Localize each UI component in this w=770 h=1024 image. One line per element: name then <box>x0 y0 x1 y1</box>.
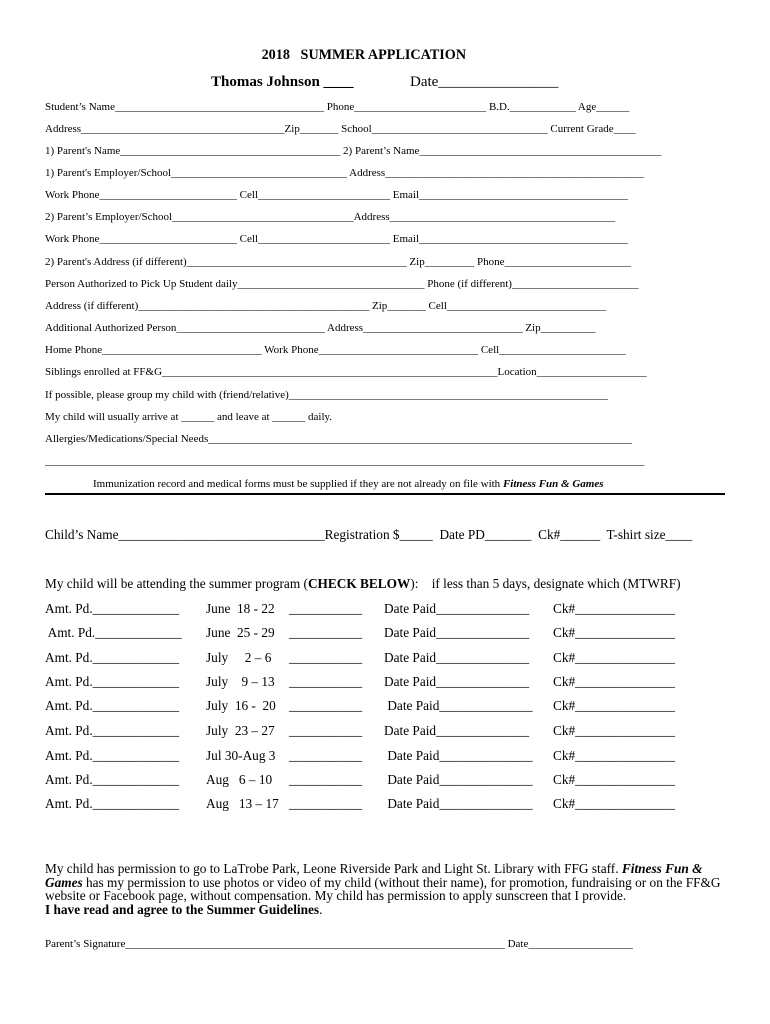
parent2-phones-field[interactable]: Work Phone_________________________ Cell________________________ Email______________________________________ <box>45 233 629 245</box>
date-paid-field[interactable]: Date Paid______________ <box>384 601 530 616</box>
week-check-blank[interactable]: ___________ <box>289 698 363 713</box>
allergies-field[interactable]: Allergies/Medications/Special Needs_____________________________________________________________________________ <box>45 433 632 445</box>
check-number-field[interactable]: Ck#_______________ <box>553 625 675 640</box>
allergies-continued-field[interactable]: _____________________________________________________________________________________________________________ <box>45 455 645 467</box>
date-paid-field[interactable]: Date Paid______________ <box>384 650 530 665</box>
week-dates: July 2 – 6 <box>206 650 272 665</box>
permission-paragraph: My child has permission to go to LaTrobe Park, Leone Riverside Park and Light St. Library with FFG staff. Fitness Fun & Games has my permission to use photos or video of my child (without their name), for promotion, fundraising or on the FF&G website or Facebook page, without compensation. My child has permission to apply sunscreen that I provide. I have read and agree to the Summer Guidelines. <box>45 861 721 917</box>
org-name: Fitness Fun & Games <box>45 861 703 890</box>
week-dates: Aug 13 – 17 <box>206 796 279 811</box>
amount-paid-field[interactable]: Amt. Pd._____________ <box>45 772 180 787</box>
parent2-employer-field[interactable]: 2) Parent’s Employer/School_________________________________Address_________________________________________ <box>45 211 616 223</box>
week-check-blank[interactable]: ___________ <box>289 748 363 763</box>
week-dates: June 18 - 22 <box>206 601 275 616</box>
amount-paid-field[interactable]: Amt. Pd._____________ <box>45 698 180 713</box>
arrival-field[interactable]: My child will usually arrive at ______ and leave at ______ daily. <box>45 411 333 423</box>
week-check-blank[interactable]: ___________ <box>289 772 363 787</box>
amount-paid-field[interactable]: Amt. Pd._____________ <box>45 674 180 689</box>
immunization-note: Immunization record and medical forms must be supplied if they are not already on file with Fitness Fun & Games <box>93 478 604 490</box>
amount-paid-field[interactable]: Amt. Pd._____________ <box>45 748 180 763</box>
org-name: Fitness Fun & Games <box>502 478 604 490</box>
page-title: 2018 SUMMER APPLICATION <box>261 47 467 63</box>
amount-paid-field[interactable]: Amt. Pd._____________ <box>45 601 180 616</box>
parent-signature-field[interactable]: Parent’s Signature_____________________________________________________________________ <box>45 938 505 950</box>
check-number-field[interactable]: Ck#_______________ <box>553 796 675 811</box>
date-paid-field[interactable]: Date Paid______________ <box>384 723 530 738</box>
date-paid-field[interactable]: Date Paid______________ <box>384 698 533 713</box>
check-number-field[interactable]: Ck#_______________ <box>553 772 675 787</box>
week-dates: Jul 30-Aug 3 <box>206 748 276 763</box>
week-dates: July 16 - 20 <box>206 698 276 713</box>
header-date-field[interactable]: Date________________ <box>410 74 559 90</box>
week-dates: July 23 – 27 <box>206 723 275 738</box>
amount-paid-field[interactable]: Amt. Pd._____________ <box>45 650 180 665</box>
signature-date-field[interactable]: Date___________________ <box>504 938 633 950</box>
agreement-statement: I have read and agree to the Summer Guidelines <box>45 901 320 917</box>
date-paid-field[interactable]: Date Paid______________ <box>384 674 530 689</box>
check-number-field[interactable]: Ck#_______________ <box>553 748 675 763</box>
applicant-name: Thomas Johnson ____ <box>211 74 354 90</box>
siblings-field[interactable]: Siblings enrolled at FF&G_____________________________________________________________Location____________________ <box>45 366 647 378</box>
week-check-blank[interactable]: ___________ <box>289 796 363 811</box>
registration-line[interactable]: Child’s Name_______________________________Registration $_____ Date PD_______ Ck#______ T-shirt size____ <box>45 527 693 542</box>
week-check-blank[interactable]: ___________ <box>289 650 363 665</box>
date-paid-field[interactable]: Date Paid______________ <box>384 625 530 640</box>
week-dates: Aug 6 – 10 <box>206 772 273 787</box>
date-paid-field[interactable]: Date Paid______________ <box>384 748 533 763</box>
week-dates: June 25 - 29 <box>206 625 275 640</box>
amount-paid-field[interactable]: Amt. Pd._____________ <box>45 796 180 811</box>
parent-names-field[interactable]: 1) Parent's Name________________________________________ 2) Parent’s Name____________________________________________ <box>45 145 662 157</box>
check-number-field[interactable]: Ck#_______________ <box>553 674 675 689</box>
group-with-field[interactable]: If possible, please group my child with (friend/relative)__________________________________________________________ <box>45 389 608 401</box>
check-number-field[interactable]: Ck#_______________ <box>553 650 675 665</box>
check-number-field[interactable]: Ck#_______________ <box>553 601 675 616</box>
week-dates: July 9 – 13 <box>206 674 275 689</box>
pickup-person-field[interactable]: Person Authorized to Pick Up Student daily__________________________________ Phone (if different)_______________________ <box>45 278 639 290</box>
parent2-address-field[interactable]: 2) Parent's Address (if different)________________________________________ Zip_________ Phone_______________________ <box>45 256 631 268</box>
date-paid-field[interactable]: Date Paid______________ <box>384 796 533 811</box>
week-check-blank[interactable]: ___________ <box>289 674 363 689</box>
week-check-blank[interactable]: ___________ <box>289 723 363 738</box>
address-field[interactable]: Address_____________________________________Zip_______ School________________________________ Current Grade____ <box>45 123 636 135</box>
amount-paid-field[interactable]: Amt. Pd._____________ <box>45 625 182 640</box>
signature-line[interactable] <box>45 939 633 950</box>
date-paid-field[interactable]: Date Paid______________ <box>384 772 533 787</box>
check-below-label: CHECK BELOW <box>307 576 411 591</box>
check-number-field[interactable]: Ck#_______________ <box>553 723 675 738</box>
week-check-blank[interactable]: ___________ <box>289 601 363 616</box>
student-name-field[interactable]: Student’s Name______________________________________ Phone________________________ B.D.____________ Age______ <box>45 101 630 113</box>
check-number-field[interactable]: Ck#_______________ <box>553 698 675 713</box>
week-check-blank[interactable]: ___________ <box>289 625 363 640</box>
section-divider <box>45 493 725 495</box>
parent1-employer-field[interactable]: 1) Parent's Employer/School________________________________ Address_______________________________________________ <box>45 167 644 179</box>
home-phone-field[interactable]: Home Phone_____________________________ Work Phone_____________________________ Cell_______________________ <box>45 344 626 356</box>
amount-paid-field[interactable]: Amt. Pd._____________ <box>45 723 180 738</box>
parent1-phones-field[interactable]: Work Phone_________________________ Cell________________________ Email______________________________________ <box>45 189 629 201</box>
pickup-address-field[interactable]: Address (if different)__________________________________________ Zip_______ Cell_____________________________ <box>45 300 607 312</box>
program-instruction: My child will be attending the summer program (CHECK BELOW): if less than 5 days, designate which (MTWRF) <box>45 576 681 591</box>
additional-person-field[interactable]: Additional Authorized Person___________________________ Address_____________________________ Zip__________ <box>45 322 596 334</box>
